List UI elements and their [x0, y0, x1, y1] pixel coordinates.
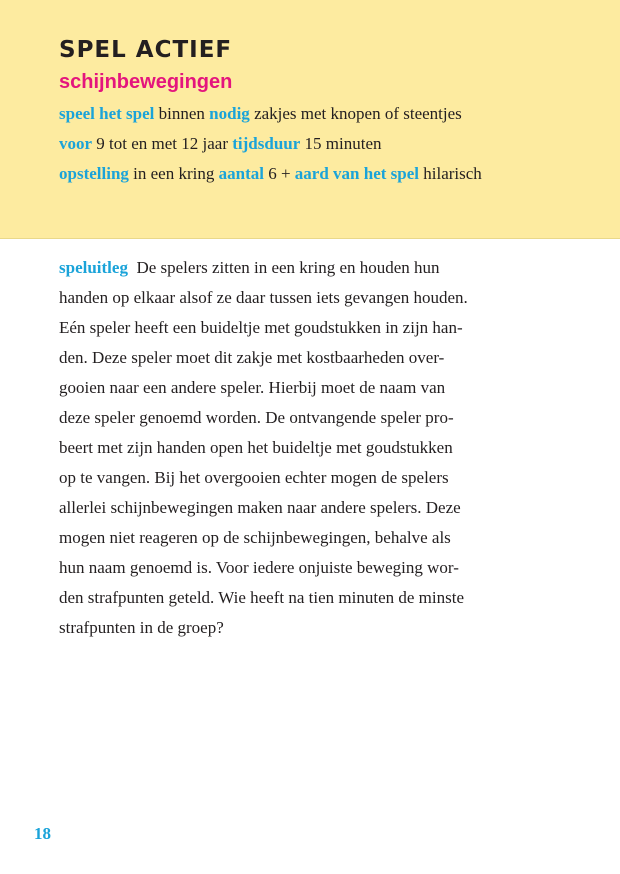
body-line: hun naam genoemd is. Voor iedere onjuiste beweging wor-	[59, 558, 459, 577]
body-line: den. Deze speler moet dit zakje met kostbaarheden over-	[59, 348, 445, 367]
value-duration: 15 minuten	[304, 134, 382, 153]
body-line	[59, 253, 559, 283]
body-line: gooien naar een andere speler. Hierbij moet de naam van	[59, 378, 446, 397]
body-line: deze speler genoemd worden. De ontvangende speler pro-	[59, 408, 454, 427]
info-line-setting	[59, 103, 462, 125]
label-age: voor	[59, 134, 93, 153]
label-game-type: aard van het spel	[294, 164, 420, 183]
info-line-age-duration	[59, 133, 382, 155]
value-play-location: binnen	[158, 104, 205, 123]
value-age: 9 tot en met 12 jaar	[96, 134, 229, 153]
body-line: op te vangen. Bij het overgooien echter mogen de spelers	[59, 468, 449, 487]
label-duration: tijdsduur	[232, 134, 301, 153]
info-line-setup	[59, 163, 482, 185]
label-play-location: speel het spel	[59, 104, 155, 123]
body-line-text: De spelers zitten in een kring en houden hun	[136, 258, 440, 277]
body-line: handen op elkaar alsof ze daar tussen iets gevangen houden.	[59, 288, 468, 307]
page-number: 18	[34, 824, 51, 843]
label-materials: nodig	[209, 104, 250, 123]
body-line: Eén speler heeft een buideltje met goudstukken in zijn han-	[59, 318, 463, 337]
value-setup: in een kring	[133, 164, 215, 183]
value-materials: zakjes met knopen of steentjes	[254, 104, 462, 123]
value-game-type: hilarisch	[423, 164, 482, 183]
body-line: beert met zijn handen open het buideltje met goudstukken	[59, 438, 453, 457]
label-player-count: aantal	[218, 164, 264, 183]
header-band	[0, 0, 620, 239]
body-line: allerlei schijnbewegingen maken naar andere spelers. Deze	[59, 498, 461, 517]
game-title: schijnbewegingen	[59, 71, 233, 93]
label-setup: opstelling	[59, 164, 129, 183]
value-player-count: 6 +	[268, 164, 291, 183]
explanation-label: speluitleg	[59, 258, 128, 277]
body-line: den strafpunten geteld. Wie heeft na tien minuten de minste	[59, 588, 464, 607]
series-title: SPEL ACTIEF	[59, 37, 233, 63]
body-line: mogen niet reageren op de schijnbewegingen, behalve als	[59, 528, 451, 547]
body-line: strafpunten in de groep?	[59, 618, 224, 637]
game-explanation	[59, 253, 559, 643]
